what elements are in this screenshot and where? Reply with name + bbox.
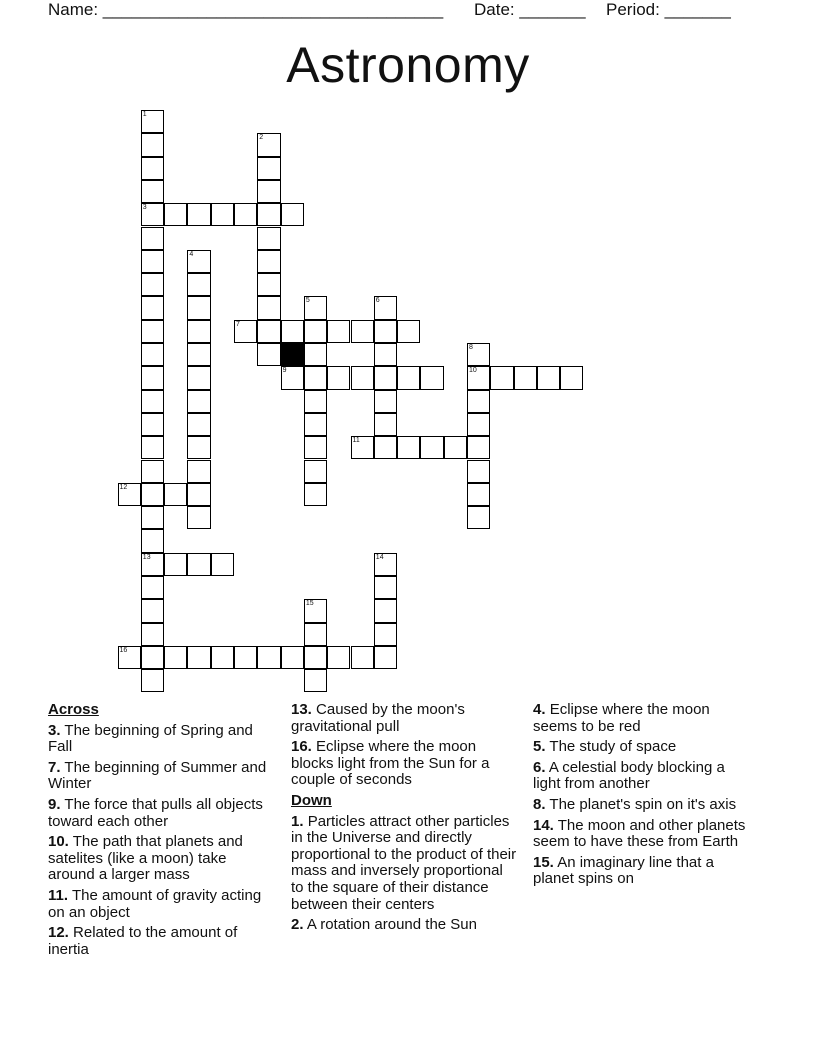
crossword-cell[interactable] xyxy=(257,320,280,343)
crossword-cell[interactable] xyxy=(141,623,164,646)
crossword-cell[interactable] xyxy=(467,460,490,483)
crossword-cell[interactable] xyxy=(281,646,304,669)
crossword-cell[interactable] xyxy=(164,483,187,506)
crossword-cell[interactable] xyxy=(141,320,164,343)
crossword-cell[interactable] xyxy=(187,483,210,506)
clue-column-1 xyxy=(48,702,270,962)
crossword-cell[interactable] xyxy=(187,436,210,459)
crossword-cell[interactable] xyxy=(164,203,187,226)
crossword-cell[interactable] xyxy=(374,553,397,576)
clue-number: 14 xyxy=(375,553,384,561)
crossword-cell[interactable] xyxy=(187,366,210,389)
crossword-cell[interactable] xyxy=(118,646,141,669)
clue-number: 1 xyxy=(142,111,147,118)
crossword-cell[interactable] xyxy=(304,623,327,646)
crossword-cell[interactable] xyxy=(281,203,304,226)
crossword-cell[interactable] xyxy=(257,180,280,203)
crossword-cell[interactable] xyxy=(141,250,164,273)
crossword-cell[interactable] xyxy=(141,227,164,250)
crossword-cell[interactable] xyxy=(257,646,280,669)
clue-number: 11 xyxy=(352,437,360,445)
crossword-cell[interactable] xyxy=(257,157,280,180)
crossword-cell[interactable] xyxy=(304,343,327,366)
crossword-cell[interactable] xyxy=(420,436,443,459)
crossword-cell[interactable] xyxy=(374,599,397,622)
crossword-cell[interactable] xyxy=(420,366,443,389)
crossword-cell[interactable] xyxy=(118,483,141,506)
crossword-cell[interactable] xyxy=(141,110,164,133)
crossword-cell[interactable] xyxy=(211,203,234,226)
crossword-cell[interactable] xyxy=(187,506,210,529)
crossword-cell[interactable] xyxy=(141,413,164,436)
crossword-cell[interactable] xyxy=(141,529,164,552)
crossword-cell[interactable] xyxy=(374,320,397,343)
crossword-cell[interactable] xyxy=(304,296,327,319)
crossword-cell[interactable] xyxy=(141,646,164,669)
crossword-cell[interactable] xyxy=(374,343,397,366)
crossword-cell[interactable] xyxy=(141,483,164,506)
clue-across-11: 11. The amount of gravity acting on an object xyxy=(48,886,262,921)
clue-across-10: 10. The path that planets and satelites (like a moon) take around a larger mass xyxy=(48,833,243,884)
crossword-cell[interactable] xyxy=(467,366,490,389)
crossword-cell[interactable] xyxy=(490,366,513,389)
crossword-cell[interactable] xyxy=(374,646,397,669)
crossword-cell[interactable] xyxy=(397,436,420,459)
crossword-cell[interactable] xyxy=(304,320,327,343)
crossword-cell[interactable] xyxy=(187,390,210,413)
clue-number: 13 xyxy=(142,553,151,561)
crossword-cell[interactable] xyxy=(141,366,164,389)
clue-number: 9 xyxy=(282,367,287,375)
clue-across-3: 3. The beginning of Spring and Fall xyxy=(48,721,253,756)
crossword-cell[interactable] xyxy=(187,646,210,669)
crossword-cell[interactable] xyxy=(141,506,164,529)
crossword-cell[interactable] xyxy=(257,250,280,273)
crossword-cell[interactable] xyxy=(304,390,327,413)
crossword-cell[interactable] xyxy=(164,553,187,576)
crossword-cell[interactable] xyxy=(257,133,280,156)
name-field-label: Name: ____________________________________ xyxy=(48,0,444,19)
crossword-cell[interactable] xyxy=(537,366,560,389)
clue-number: 7 xyxy=(236,320,240,328)
crossword-cell[interactable] xyxy=(397,320,420,343)
crossword-cell[interactable] xyxy=(351,436,374,459)
clue-number: 10 xyxy=(469,367,477,375)
crossword-cell[interactable] xyxy=(141,436,164,459)
crossword-cell[interactable] xyxy=(187,250,210,273)
crossword-cell[interactable] xyxy=(141,296,164,319)
crossword-cell[interactable] xyxy=(374,366,397,389)
clue-number: 2 xyxy=(259,134,264,142)
crossword-cell[interactable] xyxy=(141,460,164,483)
clue-down-2: 2. A rotation around the Sun xyxy=(291,916,477,934)
clue-across-13: 13. Caused by the moon's gravitational pull xyxy=(291,701,465,735)
crossword-cell[interactable] xyxy=(187,553,210,576)
crossword-cell[interactable] xyxy=(304,436,327,459)
crossword-cell[interactable] xyxy=(257,227,280,250)
clue-down-1: 1. Particles attract other particles in the Universe and directly proportional to the product of their mass and inversely proportional to the square of their distance between their centers xyxy=(291,812,517,913)
crossword-cell[interactable] xyxy=(514,366,537,389)
clue-across-9: 9. The force that pulls all objects toward each other xyxy=(48,795,263,830)
crossword-cell[interactable] xyxy=(304,413,327,436)
crossword-cell[interactable] xyxy=(187,320,210,343)
clue-across-16: 16. Eclipse where the moon blocks light from the Sun for a couple of seconds xyxy=(291,738,490,789)
crossword-cell[interactable] xyxy=(187,413,210,436)
crossword-cell[interactable] xyxy=(374,623,397,646)
crossword-cell[interactable] xyxy=(211,646,234,669)
crossword-cell[interactable] xyxy=(467,413,490,436)
crossword-cell[interactable] xyxy=(187,460,210,483)
crossword-cell[interactable] xyxy=(327,366,350,389)
clue-column-2 xyxy=(291,702,519,938)
crossword-cell[interactable] xyxy=(397,366,420,389)
crossword-cell[interactable] xyxy=(560,366,583,389)
clue-number: 8 xyxy=(469,344,473,351)
crossword-cell[interactable] xyxy=(281,366,304,389)
crossword-cell[interactable] xyxy=(467,506,490,529)
crossword-cell[interactable] xyxy=(141,669,164,692)
crossword-cell[interactable] xyxy=(351,320,374,343)
clue-number: 6 xyxy=(375,297,380,305)
clue-down-6: 6. A celestial body blocking a light from another xyxy=(533,758,725,793)
clue-down-14: 14. The moon and other planets seem to have these from Earth xyxy=(533,816,746,851)
crossword-cell[interactable] xyxy=(187,343,210,366)
crossword-cell[interactable] xyxy=(304,366,327,389)
crossword-cell[interactable] xyxy=(351,366,374,389)
page-title: Astronomy xyxy=(286,37,530,93)
crossword-cell[interactable] xyxy=(351,646,374,669)
crossword-cell[interactable] xyxy=(467,343,490,366)
crossword-cell[interactable] xyxy=(141,343,164,366)
clue-across-7: 7. The beginning of Summer and Winter xyxy=(48,758,267,793)
crossword-cell[interactable] xyxy=(327,646,350,669)
crossword-cell[interactable] xyxy=(467,390,490,413)
crossword-cell[interactable] xyxy=(467,436,490,459)
crossword-cell[interactable] xyxy=(141,180,164,203)
crossword-cell[interactable] xyxy=(141,599,164,622)
clue-down-8: 8. The planet's spin on it's axis xyxy=(533,795,737,813)
crossword-cell[interactable] xyxy=(141,273,164,296)
clue-down-15: 15. An imaginary line that a planet spins on xyxy=(533,853,714,888)
crossword-cell[interactable] xyxy=(304,646,327,669)
crossword-cell[interactable] xyxy=(304,483,327,506)
crossword-cell[interactable] xyxy=(141,576,164,599)
crossword-cell[interactable] xyxy=(187,273,210,296)
blocked-cell xyxy=(281,343,304,366)
clue-number: 5 xyxy=(305,297,310,305)
crossword-cell[interactable] xyxy=(257,203,280,226)
crossword-cell[interactable] xyxy=(234,203,257,226)
crossword-cell[interactable] xyxy=(257,343,280,366)
clue-down-5: 5. The study of space xyxy=(533,738,677,756)
date-field-label: Date: _______ xyxy=(474,0,586,19)
crossword-cell[interactable] xyxy=(304,460,327,483)
crossword-cell[interactable] xyxy=(257,273,280,296)
crossword-cell[interactable] xyxy=(141,390,164,413)
crossword-cell[interactable] xyxy=(374,576,397,599)
crossword-cell[interactable] xyxy=(234,646,257,669)
clue-across-12: 12. Related to the amount of inertia xyxy=(48,924,238,958)
crossword-cell[interactable] xyxy=(211,553,234,576)
crossword-cell[interactable] xyxy=(141,203,164,226)
crossword-cell[interactable] xyxy=(141,157,164,180)
crossword-cell[interactable] xyxy=(467,483,490,506)
crossword-cell[interactable] xyxy=(164,646,187,669)
crossword-cell[interactable] xyxy=(141,133,164,156)
across-heading: Across xyxy=(48,701,99,718)
crossword-cell[interactable] xyxy=(141,553,164,576)
crossword-cell[interactable] xyxy=(304,669,327,692)
crossword-cell[interactable] xyxy=(444,436,467,459)
crossword-cell[interactable] xyxy=(187,203,210,226)
clue-number: 16 xyxy=(119,646,128,654)
clue-number: 12 xyxy=(119,483,128,491)
crossword-cell[interactable] xyxy=(187,296,210,319)
down-heading: Down xyxy=(291,791,332,809)
crossword-cell[interactable] xyxy=(374,390,397,413)
crossword-cell[interactable] xyxy=(281,320,304,343)
crossword-cell[interactable] xyxy=(374,436,397,459)
clue-down-4: 4. Eclipse where the moon seems to be red xyxy=(533,701,710,735)
crossword-cell[interactable] xyxy=(304,599,327,622)
crossword-cell[interactable] xyxy=(374,413,397,436)
clue-column-3 xyxy=(533,702,755,892)
clue-number: 15 xyxy=(305,600,314,608)
crossword-cell[interactable] xyxy=(234,320,257,343)
period-field-label: Period: _______ xyxy=(606,0,731,19)
clue-number: 4 xyxy=(189,250,194,258)
clue-number: 3 xyxy=(142,204,147,212)
crossword-cell[interactable] xyxy=(257,296,280,319)
crossword-cell[interactable] xyxy=(374,296,397,319)
crossword-cell[interactable] xyxy=(327,320,350,343)
